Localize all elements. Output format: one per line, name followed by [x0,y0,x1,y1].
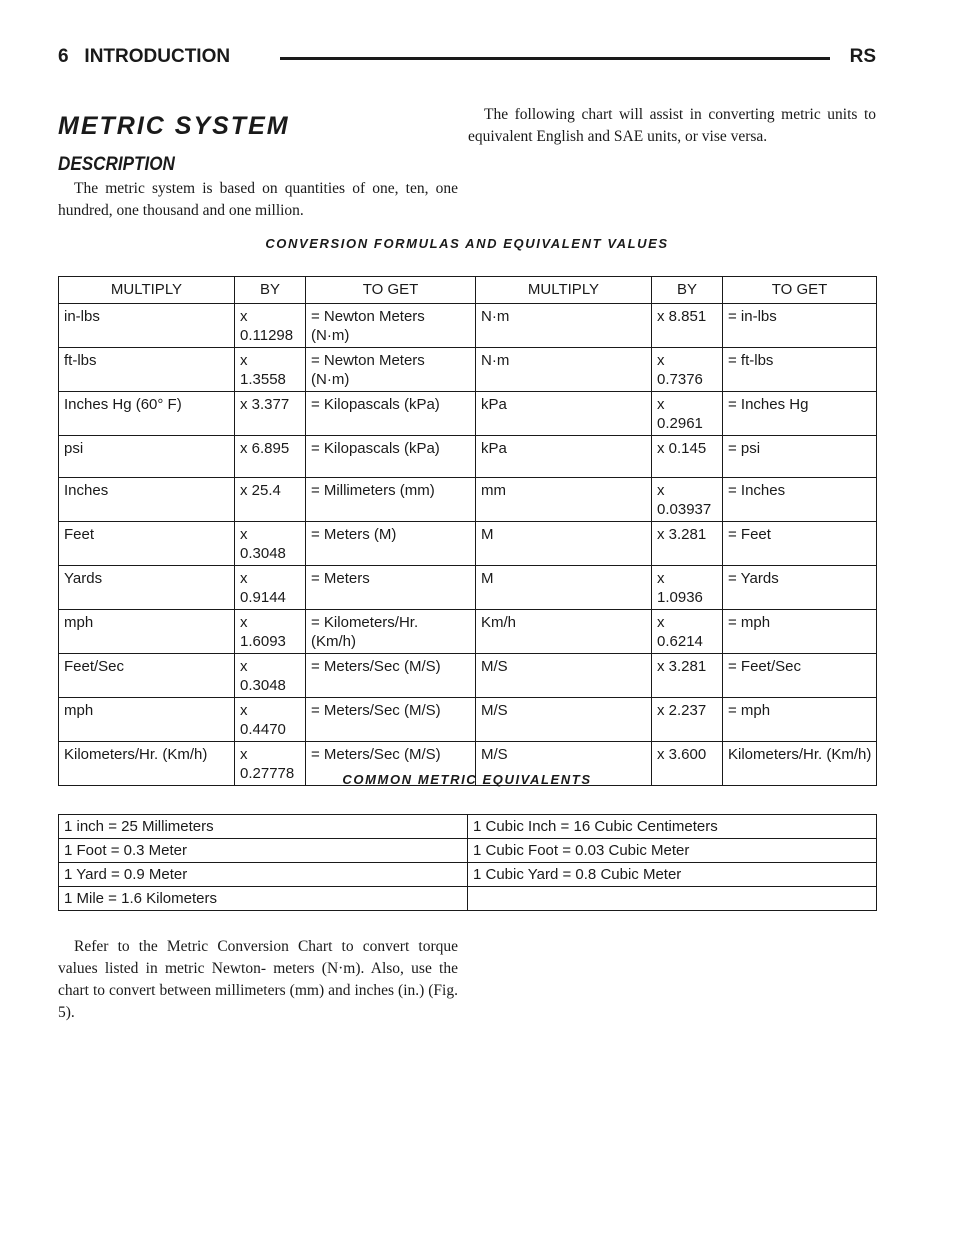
table-row [59,610,877,654]
table-cell: = in-lbs [723,304,877,348]
table-cell: in-lbs [59,304,235,348]
conversion-table [58,276,877,786]
table-row [59,698,877,742]
table-cell: = Meters/Sec (M/S) [306,654,476,698]
table-row [59,348,877,392]
table-cell: = Yards [723,566,877,610]
table-cell: 1 Cubic Yard = 0.8 Cubic Meter [468,863,877,887]
table-cell: Kilometers/Hr. (Km/h) [59,742,235,786]
table-cell: = Feet [723,522,877,566]
table-cell: N·m [476,348,652,392]
table-cell: mph [59,698,235,742]
table-cell: x 6.895 [235,436,306,478]
table-row [59,566,877,610]
table-cell: 1 Cubic Inch = 16 Cubic Centimeters [468,815,877,839]
table-cell: = Inches [723,478,877,522]
table-cell: x 0.7376 [652,348,723,392]
column-header: TO GET [306,277,476,304]
table-cell: = Newton Meters (N·m) [306,348,476,392]
table-cell: 1 Cubic Foot = 0.03 Cubic Meter [468,839,877,863]
table-cell: M/S [476,742,652,786]
closing-paragraph: Refer to the Metric Conversion Chart to convert torque values listed in metric Newton- meters (N·m). Also, use the chart to convert between millimeters (mm) and inches (in.) (Fig. 5). [58,938,458,1021]
column-header: BY [652,277,723,304]
table-cell: x 1.0936 [652,566,723,610]
table-cell: = Millimeters (mm) [306,478,476,522]
table-row [59,863,877,887]
table-cell: x 1.6093 [235,610,306,654]
table-cell: = mph [723,610,877,654]
table-row [59,887,877,911]
table-cell: = Meters/Sec (M/S) [306,698,476,742]
table-cell: = Meters/Sec (M/S) [306,742,476,786]
column-header: TO GET [723,277,877,304]
table-cell: x 3.281 [652,522,723,566]
table-cell: M/S [476,654,652,698]
table-cell: = Meters [306,566,476,610]
conversion-table-header [59,277,877,304]
table-cell: = Meters (M) [306,522,476,566]
table-cell: 1 inch = 25 Millimeters [59,815,468,839]
table-cell: x 25.4 [235,478,306,522]
table-cell: N·m [476,304,652,348]
common-equivalents-table [58,814,877,911]
table-cell: x 0.3048 [235,522,306,566]
column-header: MULTIPLY [476,277,652,304]
table-row [59,304,877,348]
table-cell: x 2.237 [652,698,723,742]
common-table-caption: COMMON METRIC EQUIVALENTS [342,772,592,787]
table-cell: x 0.11298 [235,304,306,348]
table-row [59,478,877,522]
table-cell: x 0.9144 [235,566,306,610]
table-cell: = Kilometers/Hr. (Km/h) [306,610,476,654]
table-cell: Inches [59,478,235,522]
table-cell: Kilometers/Hr. (Km/h) [723,742,877,786]
table-cell: M/S [476,698,652,742]
table-cell: = Inches Hg [723,392,877,436]
table-cell: = Newton Meters (N·m) [306,304,476,348]
table-cell: = ft-lbs [723,348,877,392]
table-cell: x 0.3048 [235,654,306,698]
page-header [58,46,876,72]
table-cell: 1 Foot = 0.3 Meter [59,839,468,863]
table-cell: ft-lbs [59,348,235,392]
right-column [468,104,876,148]
table-cell: = Kilopascals (kPa) [306,436,476,478]
table-cell: = Kilopascals (kPa) [306,392,476,436]
table-cell [468,887,877,911]
table-cell: x 3.281 [652,654,723,698]
table-row [59,522,877,566]
table-cell: x 1.3558 [235,348,306,392]
chart-intro-paragraph: The following chart will assist in converting metric units to equivalent English and SAE units, or vise versa. [468,106,876,145]
table-cell: kPa [476,392,652,436]
header-rule [280,57,830,60]
edition-code: RS [849,46,876,67]
table-cell: x 0.2961 [652,392,723,436]
table-row [59,654,877,698]
table-cell: x 0.6214 [652,610,723,654]
table-cell: x 3.377 [235,392,306,436]
table-cell: = mph [723,698,877,742]
table-cell: Feet [59,522,235,566]
table-cell: M [476,522,652,566]
table-cell: Km/h [476,610,652,654]
table-cell: mm [476,478,652,522]
table-cell: = psi [723,436,877,478]
left-column [58,112,458,222]
section-title: INTRODUCTION [84,46,231,67]
table-cell: x 0.145 [652,436,723,478]
table-cell: Feet/Sec [59,654,235,698]
table-row [59,815,877,839]
table-cell: x 0.27778 [235,742,306,786]
table-cell: M [476,566,652,610]
page-title: METRIC SYSTEM [58,112,290,140]
column-header: BY [235,277,306,304]
closing-section [58,936,458,1024]
table-cell: = Feet/Sec [723,654,877,698]
table-cell: x 0.03937 [652,478,723,522]
intro-paragraph: The metric system is based on quantities of one, ten, one hundred, one thousand and one million. [58,180,458,219]
table-cell: kPa [476,436,652,478]
table-cell: Yards [59,566,235,610]
table-row [59,392,877,436]
table-cell: Inches Hg (60° F) [59,392,235,436]
table-cell: x 8.851 [652,304,723,348]
table-cell: 1 Mile = 1.6 Kilometers [59,887,468,911]
table-cell: 1 Yard = 0.9 Meter [59,863,468,887]
page-number: 6 [58,46,69,67]
table-cell: psi [59,436,235,478]
table-cell: mph [59,610,235,654]
table-cell: x 3.600 [652,742,723,786]
conversion-table-caption: CONVERSION FORMULAS AND EQUIVALENT VALUES [265,236,669,251]
table-row [59,436,877,478]
section-heading: DESCRIPTION [58,154,175,175]
table-row [59,839,877,863]
page-number-section [58,46,230,68]
table-cell: x 0.4470 [235,698,306,742]
column-header: MULTIPLY [59,277,235,304]
